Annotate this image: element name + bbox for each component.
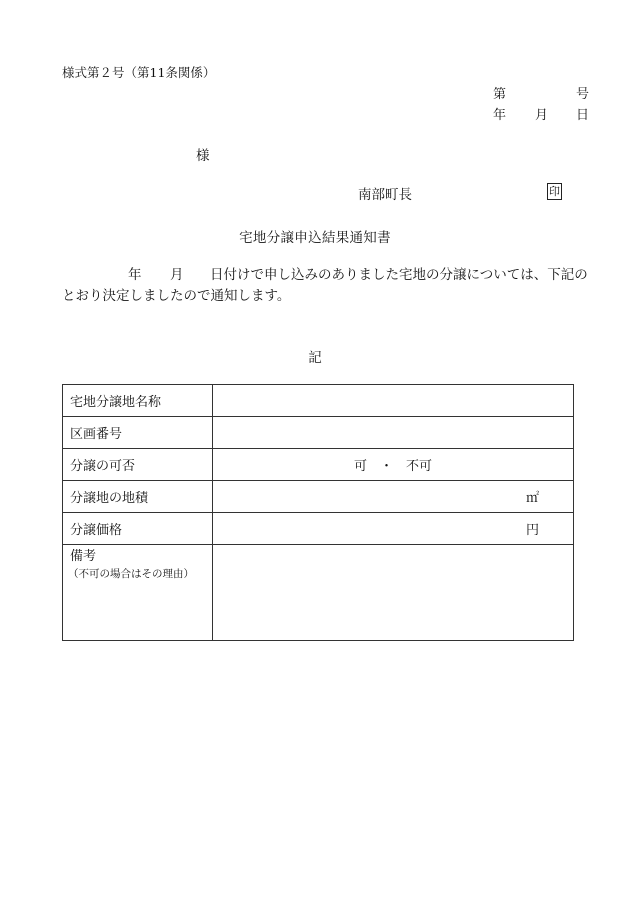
- table-row: [63, 417, 574, 449]
- row-value-remarks: [213, 545, 574, 641]
- date-day-label: 日: [576, 108, 590, 123]
- ki-heading: 記: [308, 350, 322, 366]
- addressee-honorific: 様: [196, 148, 210, 164]
- table-row: [63, 449, 574, 481]
- row-value-site-name: [213, 385, 574, 417]
- remarks-label: 備考: [70, 549, 97, 564]
- details-table: [62, 384, 574, 641]
- row-value-lot-number: [213, 417, 574, 449]
- body-line-1-text: 日付けで申し込みのありました宅地の分譲については、下記の: [210, 267, 588, 283]
- row-value-area-unit: ㎡: [213, 481, 574, 513]
- form-number: 様式第２号（第11条関係）: [62, 65, 216, 80]
- remarks-sublabel: （不可の場合はその理由）: [68, 567, 194, 580]
- document-number-prefix: 第: [493, 87, 507, 102]
- row-label-approval: 分譲の可否: [63, 449, 213, 481]
- row-label-lot-number: 区画番号: [63, 417, 213, 449]
- row-value-approval: 可 ・ 不可: [213, 449, 574, 481]
- document-title: 宅地分譲申込結果通知書: [239, 230, 391, 246]
- body-month-label: 月: [170, 267, 184, 283]
- body-line-2: とおり決定しましたので通知します。: [62, 288, 291, 304]
- row-label-price: 分譲価格: [63, 513, 213, 545]
- row-label-site-name: 宅地分譲地名称: [63, 385, 213, 417]
- issuer-title: 南部町長: [358, 187, 412, 203]
- date-year-label: 年: [493, 108, 507, 123]
- row-label-remarks: [63, 545, 213, 641]
- table-row: [63, 545, 574, 641]
- seal-mark: 印: [549, 185, 560, 198]
- table-row: [63, 385, 574, 417]
- table-row: [63, 513, 574, 545]
- table-row: [63, 481, 574, 513]
- row-label-area: 分譲地の地積: [63, 481, 213, 513]
- document-number-suffix: 号: [576, 87, 590, 102]
- date-month-label: 月: [535, 108, 549, 123]
- row-value-price-unit: 円: [213, 513, 574, 545]
- body-year-label: 年: [128, 267, 142, 283]
